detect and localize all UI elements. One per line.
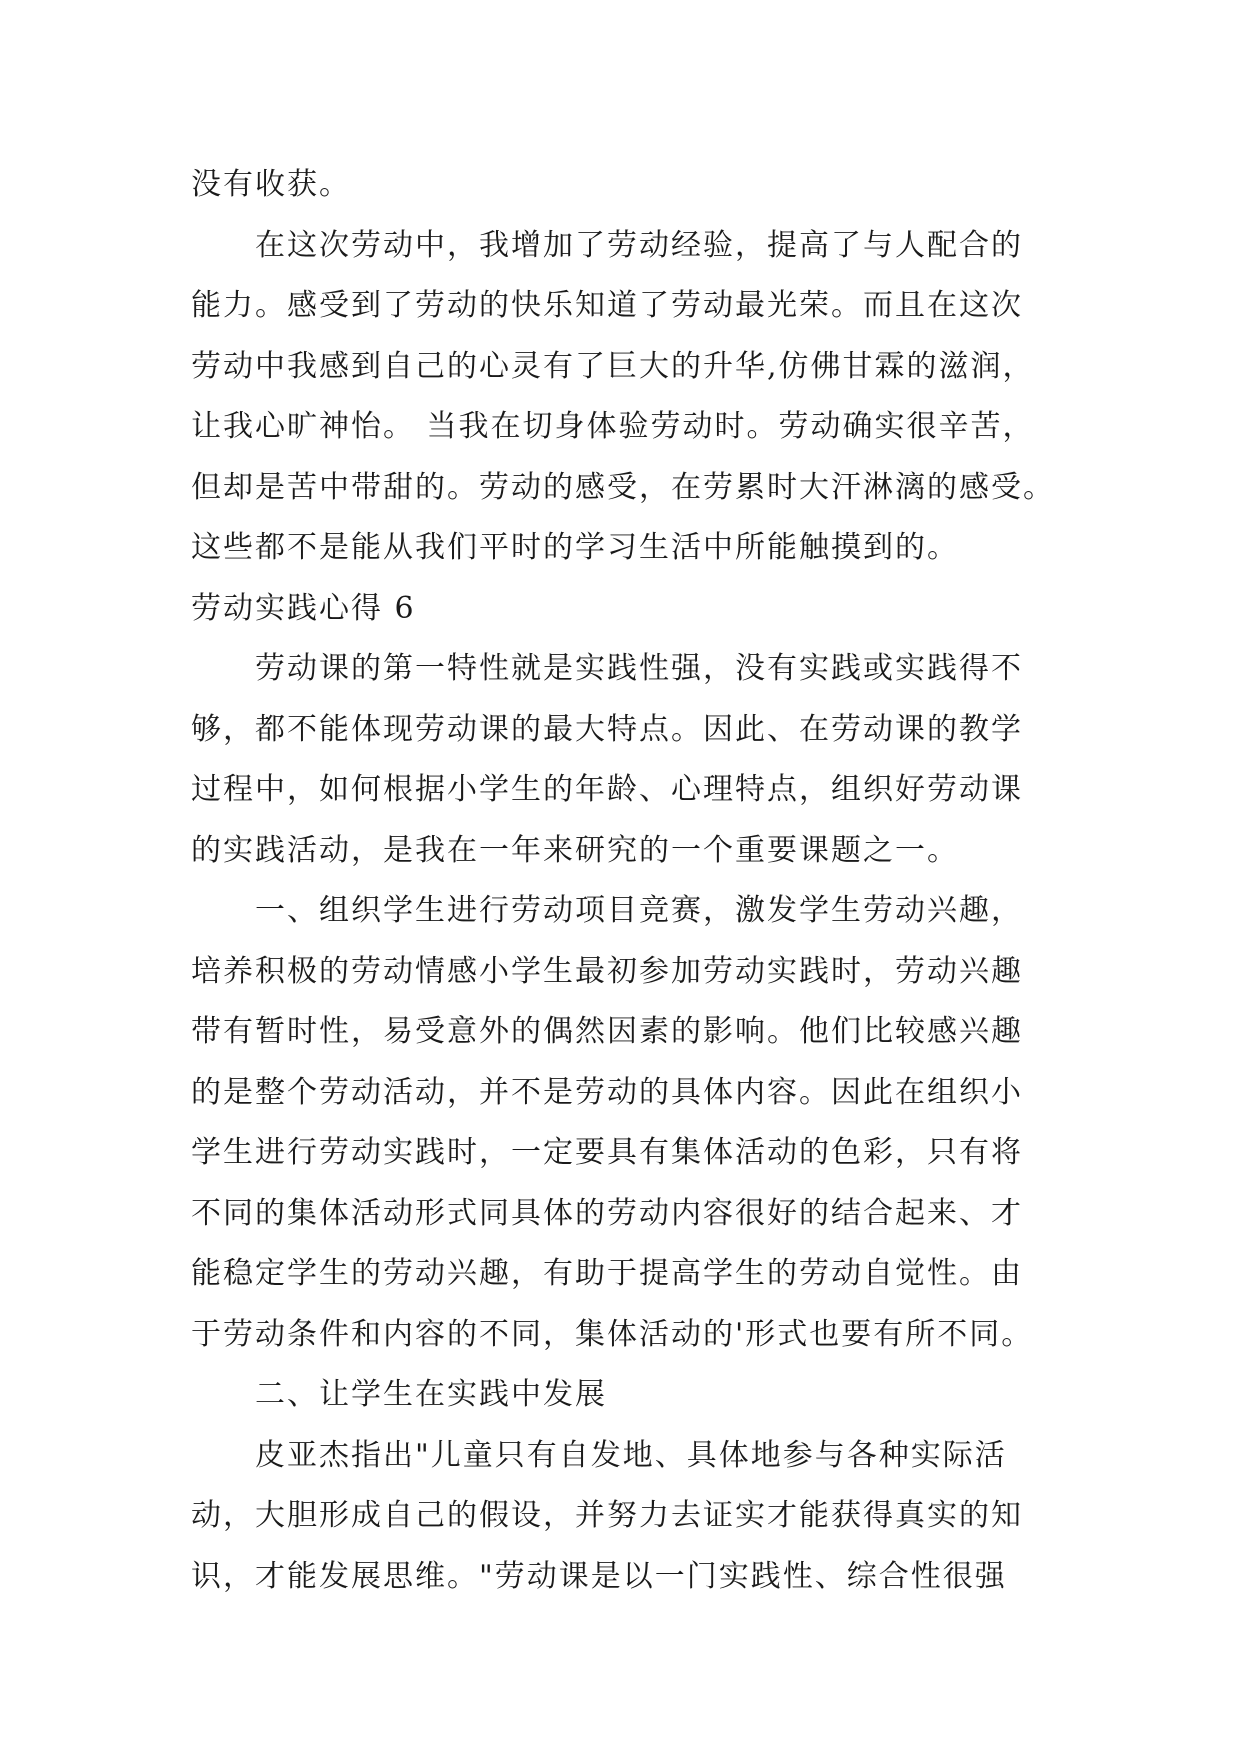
text-line: 劳动课的第一特性就是实践性强，没有实践或实践得不	[255, 651, 1023, 686]
text-line: 的是整个劳动活动，并不是劳动的具体内容。因此在组织小	[191, 1074, 1023, 1110]
text-line: 能稳定学生的劳动兴趣，有助于提高学生的劳动自觉性。由	[191, 1256, 1023, 1291]
text-line: 过程中，如何根据小学生的年龄、心理特点，组织好劳动课	[191, 772, 1023, 807]
text-line: 这些都不是能从我们平时的学习生活中所能触摸到的。	[191, 530, 959, 565]
text-line: 但却是苦中带甜的。劳动的感受，在劳累时大汗淋漓的感受。	[191, 469, 1055, 505]
text-line: 够，都不能体现劳动课的最大特点。因此、在劳动课的教学	[191, 711, 1023, 747]
text-line: 没有收获。	[191, 167, 351, 202]
document-body	[191, 155, 1061, 1607]
text-line: 在这次劳动中，我增加了劳动经验，提高了与人配合的	[255, 227, 1023, 263]
text-line: 劳动中我感到自己的心灵有了巨大的升华,仿佛甘霖的滋润，	[191, 348, 1035, 384]
text-line: 劳动实践心得 6	[191, 590, 416, 626]
text-line: 于劳动条件和内容的不同，集体活动的'形式也要有所不同。	[191, 1316, 1034, 1352]
text-line: 识，才能发展思维。"劳动课是以一门实践性、综合性很强	[191, 1558, 1007, 1594]
text-line: 二、让学生在实践中发展	[255, 1377, 607, 1412]
text-line: 一、组织学生进行劳动项目竞赛，激发学生劳动兴趣，	[255, 893, 1023, 928]
text-line: 不同的集体活动形式同具体的劳动内容很好的结合起来、才	[191, 1195, 1023, 1231]
text-line: 学生进行劳动实践时，一定要具有集体活动的色彩，只有将	[191, 1135, 1023, 1170]
text-line: 能力。感受到了劳动的快乐知道了劳动最光荣。而且在这次	[191, 288, 1023, 323]
text-line: 的实践活动，是我在一年来研究的一个重要课题之一。	[191, 832, 959, 868]
text-line: 让我心旷神怡。 当我在切身体验劳动时。劳动确实很辛苦，	[191, 409, 1035, 444]
text-line: 培养积极的劳动情感小学生最初参加劳动实践时，劳动兴趣	[191, 953, 1023, 989]
text-line: 动，大胆形成自己的假设，并努力去证实才能获得真实的知	[191, 1498, 1023, 1533]
text-line: 带有暂时性，易受意外的偶然因素的影响。他们比较感兴趣	[191, 1014, 1023, 1049]
text-line: 皮亚杰指出"儿童只有自发地、具体地参与各种实际活	[255, 1437, 1007, 1473]
